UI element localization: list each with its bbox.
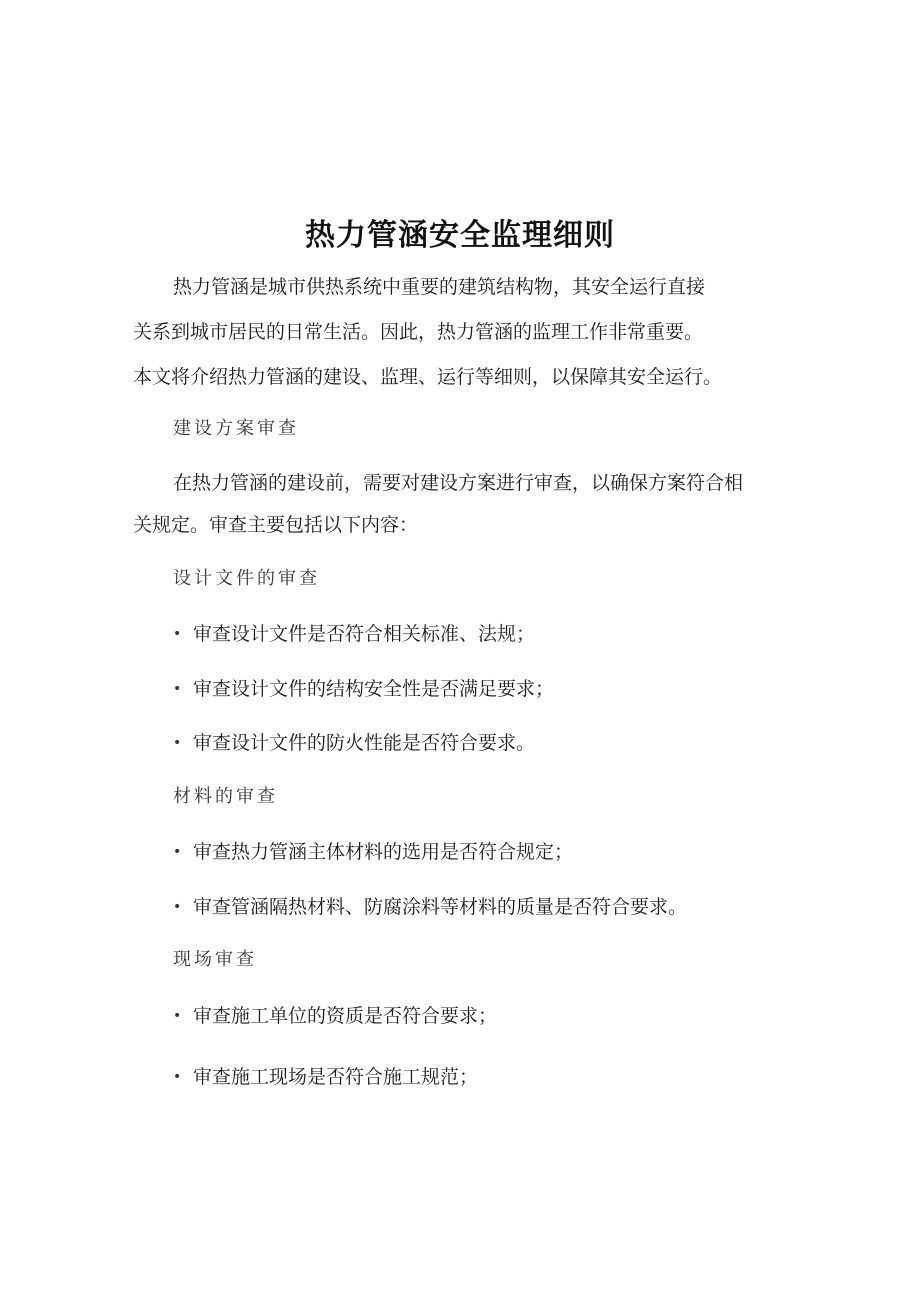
list-item-text: 审查热力管涵主体材料的选用是否符合规定；: [193, 841, 574, 863]
list-item-text: 审查设计文件是否符合相关标准、法规；: [193, 623, 536, 645]
section1-paragraph-line-1: 在热力管涵的建设前，需要对建设方案进行审查，以确保方案符合相: [173, 472, 744, 494]
list-item: [173, 730, 535, 756]
list-item: [173, 839, 573, 865]
list-item-text: 审查设计文件的防火性能是否符合要求。: [193, 732, 536, 754]
list-item-text: 审查设计文件的结构安全性是否满足要求；: [193, 678, 555, 700]
bullet-icon: •: [173, 735, 182, 751]
bullet-icon: •: [173, 681, 182, 697]
bullet-icon: •: [173, 626, 182, 642]
list-item: [173, 1003, 497, 1029]
bullet-icon: •: [173, 1069, 182, 1085]
list-item: [173, 621, 535, 647]
list-item: [173, 676, 554, 702]
bullet-icon: •: [173, 844, 182, 860]
intro-line-2: 关系到城市居民的日常生活。因此，热力管涵的监理工作非常重要。: [133, 321, 704, 343]
bullet-icon: •: [173, 1008, 182, 1024]
section-heading-construction-plan-review: 建设方案审查: [173, 418, 299, 439]
section1-paragraph-line-2: 关规定。审查主要包括以下内容：: [133, 514, 419, 536]
list-item-text: 审查施工现场是否符合施工规范；: [193, 1066, 479, 1088]
subheading-materials-review: 材料的审查: [173, 786, 278, 807]
subheading-design-docs-review: 设计文件的审查: [173, 568, 320, 589]
intro-line-1: 热力管涵是城市供热系统中重要的建筑结构物，其安全运行直接: [173, 276, 706, 298]
list-item: [173, 1064, 478, 1090]
intro-line-3: 本文将介绍热力管涵的建设、监理、运行等细则，以保障其安全运行。: [133, 366, 723, 388]
list-item-text: 审查管涵隔热材料、防腐涂料等材料的质量是否符合要求。: [193, 896, 688, 918]
subheading-site-review: 现场审查: [173, 949, 257, 970]
bullet-icon: •: [173, 899, 182, 915]
document-title: 热力管涵安全监理细则: [305, 218, 615, 253]
list-item-text: 审查施工单位的资质是否符合要求；: [193, 1005, 498, 1027]
list-item: [173, 894, 687, 920]
